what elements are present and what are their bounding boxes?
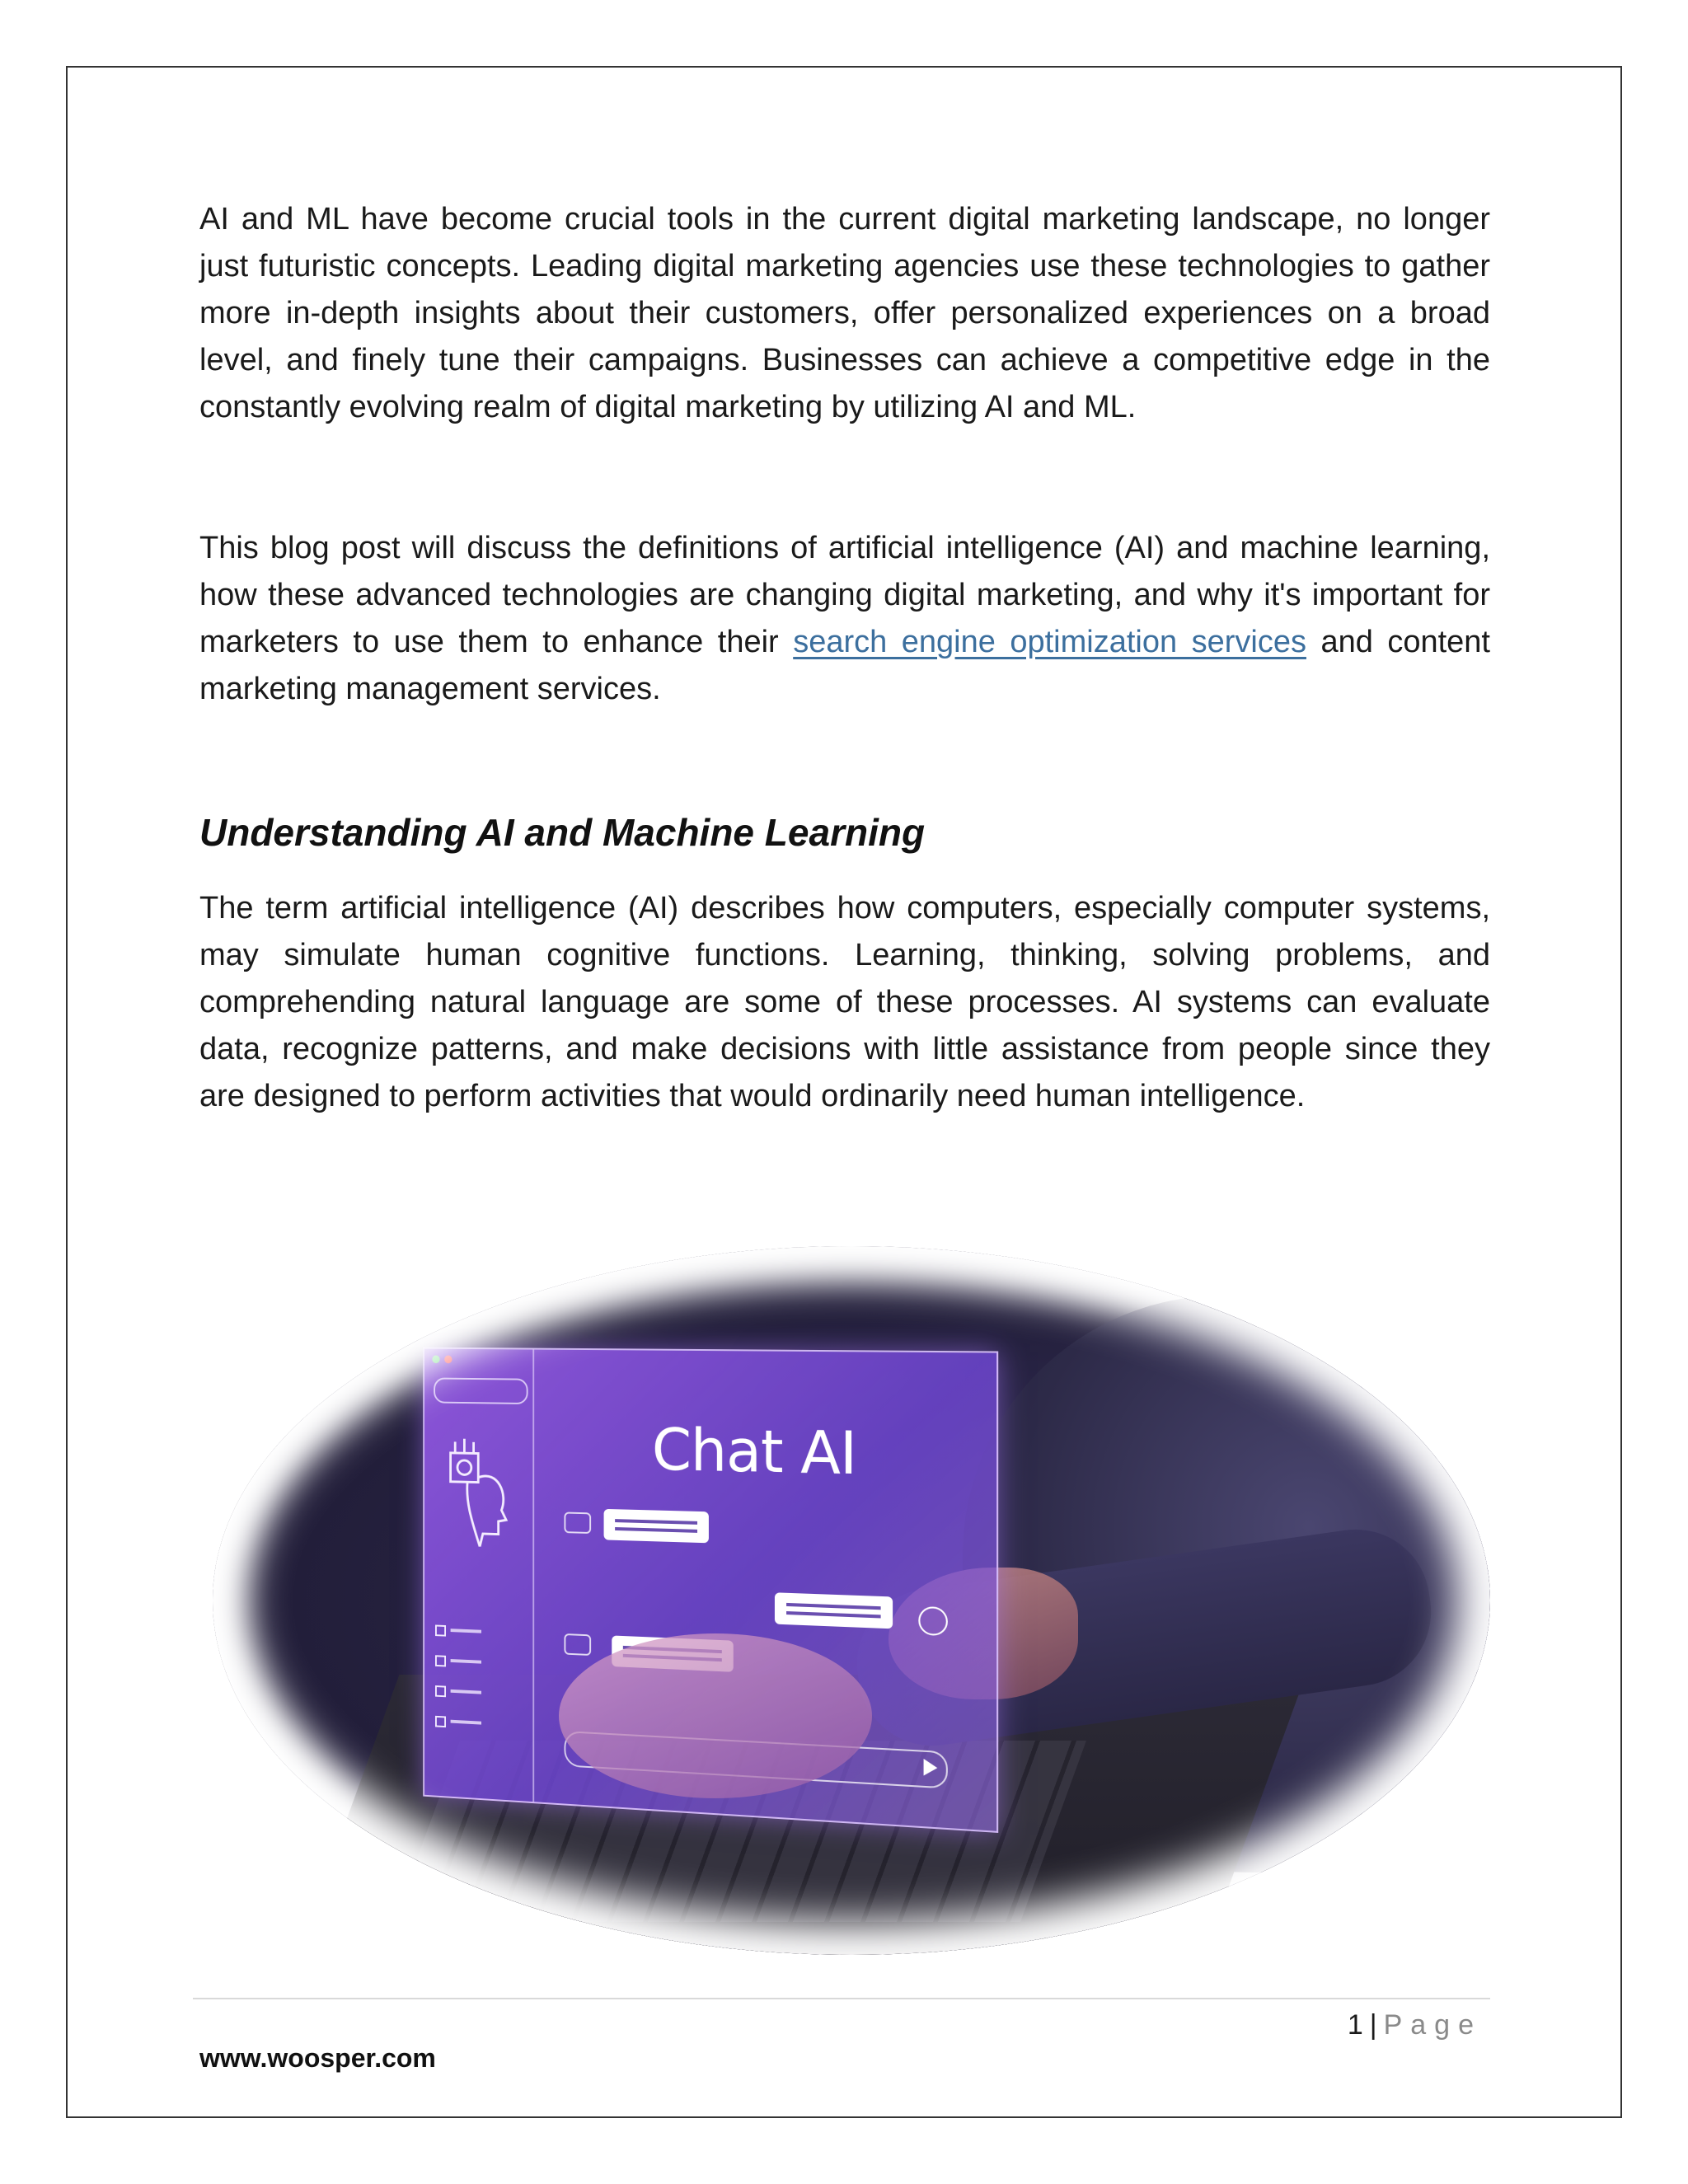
bot-icon [564, 1511, 591, 1534]
search-bar-icon [434, 1378, 528, 1405]
chat-bubble [775, 1592, 893, 1629]
sidebar-menu [435, 1620, 520, 1746]
left-hand-shape [559, 1633, 872, 1798]
chat-ai-illustration [213, 1246, 1490, 1955]
menu-item [435, 1711, 520, 1735]
bot-icon [564, 1633, 591, 1656]
ai-definition-paragraph: The term artificial intelligence (AI) describes how computers, especially computer systems, may simulate human cognitive functions. Learning, thinking, solving problems, and comprehending natural language are some of these processes. AI systems can evaluate data, recognize patterns, and make decisions with little assistance from people since they are designed to perform activities that would ordinarily need human intelligence. [199, 891, 1490, 1113]
user-icon [918, 1606, 948, 1636]
menu-item [435, 1650, 520, 1673]
send-icon [924, 1759, 938, 1777]
website-url: www.woosper.com [199, 2043, 436, 2073]
overview-text-start: This blog post will discuss the definitions of artificial intelligence (AI) and machine learning, how these advanced technologies are changing digital marketing, and why it's important for marketers to use them to enhance their [199, 531, 1490, 659]
chat-bubble [604, 1509, 709, 1543]
ai-head-icon [437, 1428, 514, 1550]
menu-item [435, 1620, 520, 1643]
screen-sidebar [424, 1349, 534, 1802]
page-number: 1 [1347, 2009, 1363, 2041]
overview-text-end: and content marketing management services. [199, 625, 1490, 706]
page-separator: | [1369, 2009, 1377, 2041]
blog-overview-paragraph [199, 525, 1490, 713]
page-number-footer [1348, 2004, 1482, 2046]
footer-divider [193, 1998, 1490, 1999]
chat-ai-title: Chat AI [651, 1416, 857, 1488]
intro-paragraph: AI and ML have become crucial tools in the current digital marketing landscape, no longer just futuristic concepts. Leading digital marketing agencies use these technologies to gather more in-depth insights about their customers, offer personalized experiences on a broad level, and finely tune their campaigns. Businesses can achieve a competitive edge in the constantly evolving realm of digital marketing by utilizing AI and ML. [199, 202, 1490, 424]
page-label: Page [1383, 2009, 1482, 2041]
section-heading: Understanding AI and Machine Learning [199, 811, 926, 854]
menu-item [435, 1680, 520, 1704]
seo-services-link[interactable]: search engine optimization services [793, 625, 1306, 659]
